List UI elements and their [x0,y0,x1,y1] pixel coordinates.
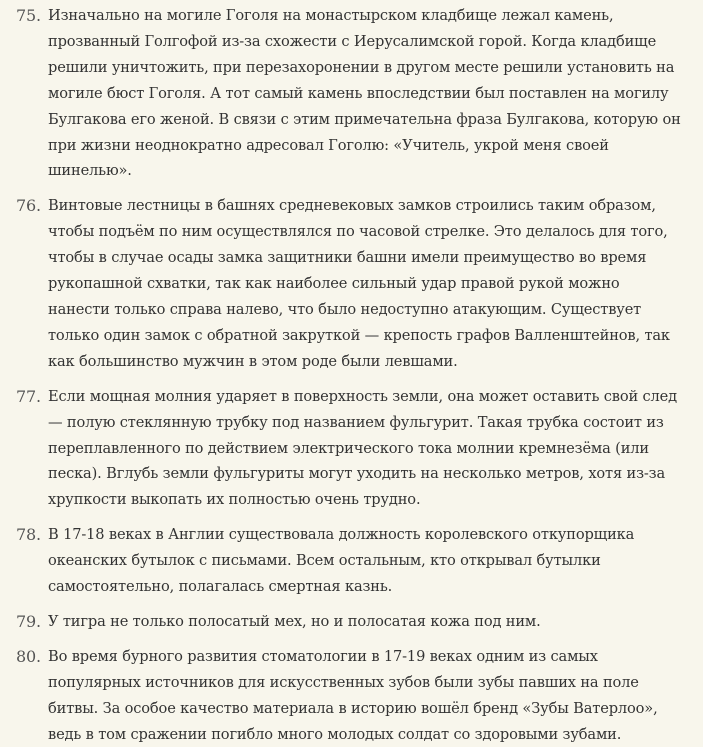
fact-item-79 [0,609,703,635]
fact-number: 75. [16,6,41,25]
fact-number: 79. [16,611,41,631]
fact-number: 77. [16,386,41,406]
facts-list [0,3,703,747]
fact-item-77 [0,384,703,514]
fact-text: Если мощная молния ударяет в поверхность земли, она может оставить свой след — полую стеклянную трубку под названием фульгурит. Такая трубка состоит из переплавленного по действием электрического тока молнии кремнезёма (или песка). Вглубь земли фульгуриты могут уходить на несколько метров, хотя из-за хрупкости выкопать их полностью очень трудно. [48,387,677,509]
fact-item-75 [0,3,703,184]
fact-number: 80. [16,646,41,666]
fact-text: Винтовые лестницы в башнях средневековых замков строились таким образом, чтобы подъём по ним осуществлялся по часовой стрелке. Это делалось для того, чтобы в случае осады замка защитники башни имели преимущество во время рукопашной схватки, так как наиболее сильный удар правой рукой можно нанести только справа налево, что было недоступно атакующим. Существует только один замок с обратной закруткой — крепость графов Валленштейнов, так как большинство мужчин в этом роде были левшами. [48,197,670,370]
fact-text: Изначально на могиле Гоголя на монастырском кладбище лежал камень, прозванный Голгофой из-за схожести с Иерусалимской горой. Когда кладбище решили уничтожить, при перезахоронении в другом месте решили установить на могиле бюст Гоголя. А тот самый камень впоследствии был поставлен на могилу Булгакова его женой. В связи с этим примечательна фраза Булгакова, которую он при жизни неоднократно адресовал Гоголю: «Учитель, укрой меня своей шинелью». [48,7,681,180]
fact-item-80 [0,644,703,747]
fact-text: Во время бурного развития стоматологии в 17-19 веках одним из самых популярных источников для искусственных зубов были зубы павших на поле битвы. За особое качество материала в историю вошёл бренд «Зубы Ватерлоо», ведь в том сражении погибло много молодых солдат со здоровыми зубами. [48,647,658,743]
fact-number: 78. [16,525,41,545]
fact-text: У тигра не только полосатый мех, но и полосатая кожа под ним. [48,612,541,630]
fact-item-76 [0,193,703,374]
fact-number: 76. [16,196,41,216]
fact-text: В 17-18 веках в Англии существовала должность королевского откупорщика океанских бутылок с письмами. Всем остальным, кто открывал бутылки самостоятельно, полагалась смертная казнь. [48,526,635,596]
fact-item-78 [0,522,703,600]
